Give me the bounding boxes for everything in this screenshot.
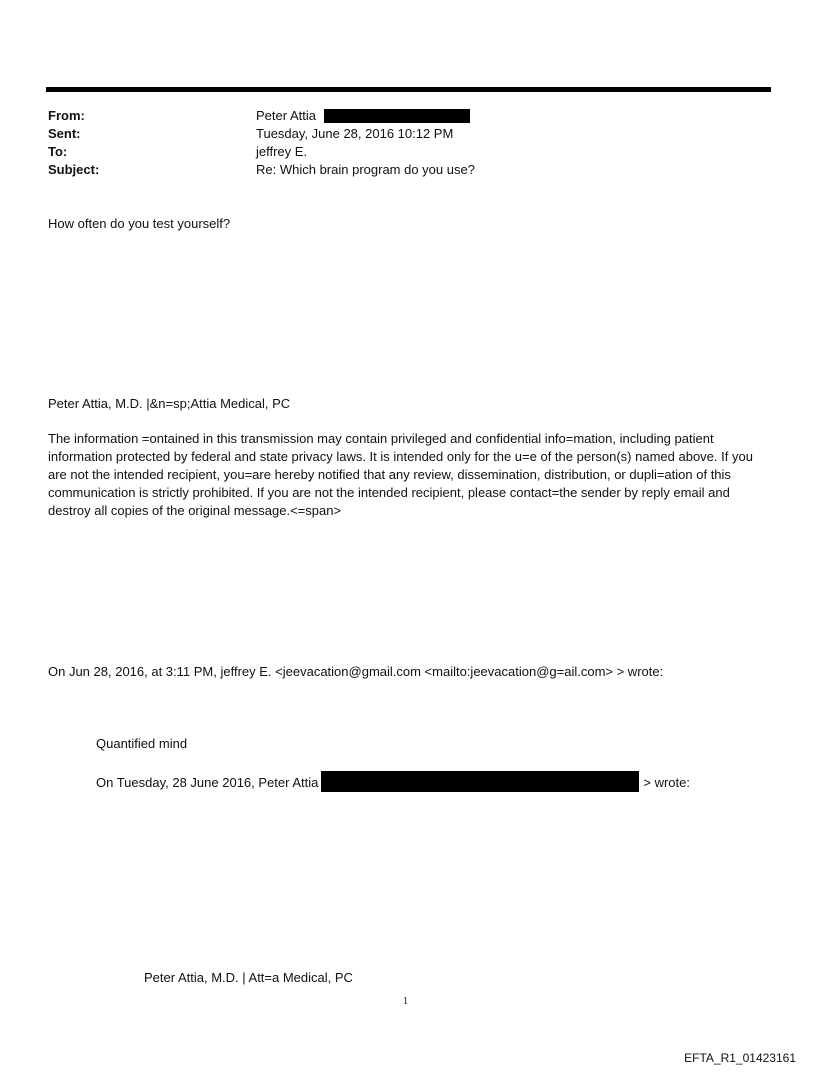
- sent-value: Tuesday, June 28, 2016 10:12 PM: [256, 126, 454, 141]
- body-question: How often do you test yourself?: [48, 216, 231, 231]
- quoted-reply: Quantified mind: [96, 736, 188, 751]
- document-id: EFTA_R1_01423161: [684, 1051, 796, 1065]
- subject-label: Subject:: [48, 162, 100, 177]
- to-value: jeffrey E.: [256, 144, 308, 159]
- sent-label: Sent:: [48, 126, 81, 141]
- from-label: From:: [48, 108, 85, 123]
- from-value: [256, 107, 470, 125]
- header-rule: [46, 87, 771, 92]
- page-number: 1: [403, 996, 408, 1007]
- redaction-box: [324, 109, 470, 123]
- nested-quote-header: [96, 771, 690, 792]
- disclaimer: The information =ontained in this transmission may contain privileged and confidential info=mation, including patient information protected by federal and state privacy laws. It is intended only for the u=e of the person(s) named above. If you are not the intended recipient, you=are hereby notified that any review, dissemination, distribution, or dupli=ation of this communication is strictly prohibited. If you are not the intended recipient, please contact=the sender by reply email and destroy all copies of the original message.<=span>: [48, 431, 753, 518]
- to-label: To:: [48, 144, 68, 159]
- nested-quote-prefix: On Tuesday, 28 June 2016, Peter Attia: [96, 775, 319, 790]
- from-name: Peter Attia: [256, 108, 316, 123]
- signature: Peter Attia, M.D. |&n=sp;Attia Medical, PC: [48, 396, 291, 411]
- nested-quote-suffix: > wrote:: [643, 775, 690, 790]
- subject-value: Re: Which brain program do you use?: [256, 162, 475, 177]
- redaction-box: [321, 771, 639, 792]
- nested-signature: Peter Attia, M.D. | Att=a Medical, PC: [144, 970, 353, 985]
- quote-header: On Jun 28, 2016, at 3:11 PM, jeffrey E. <jeevacation@gmail.com <mailto:jeevacation@g=ail.com> > wrote:: [48, 664, 664, 679]
